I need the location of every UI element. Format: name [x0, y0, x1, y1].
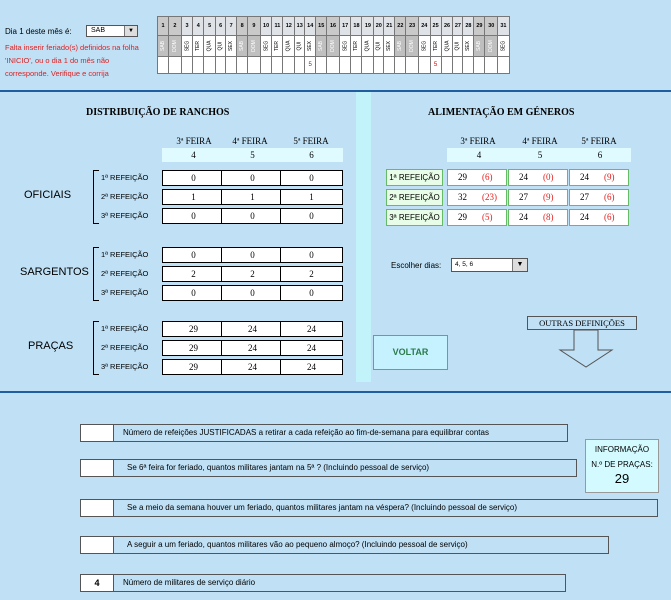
info-value: 29	[614, 471, 630, 486]
info-box	[585, 439, 659, 493]
calendar-weekday-label: SAB	[397, 40, 404, 52]
calendar-mark	[498, 57, 510, 74]
calendar-mark	[237, 57, 248, 74]
ration-cell-sargentos[interactable]: 2	[221, 266, 284, 282]
calendar-weekday	[453, 36, 463, 57]
group-bracket-oficiais	[93, 170, 99, 224]
calendar-weekday	[362, 36, 374, 57]
ration-cell-oficiais[interactable]: 0	[221, 170, 284, 186]
bottom-row	[80, 536, 609, 554]
calendar-mark	[441, 57, 453, 74]
ration-cell-pracas[interactable]: 24	[221, 359, 284, 375]
calendar-mark	[406, 57, 419, 74]
alim-adjust: (6)	[482, 172, 493, 182]
group-bracket-pracas	[93, 321, 99, 375]
ration-cell-oficiais[interactable]: 1	[280, 189, 343, 205]
calendar-weekday-label: TER	[274, 41, 281, 51]
calendar-day-number: 8	[237, 17, 248, 36]
calendar-weekday-label: TER	[432, 41, 439, 51]
calendar-day-number: 13	[295, 17, 305, 36]
calendar-day-number: 26	[441, 17, 453, 36]
calendar-mark	[216, 57, 226, 74]
meal-label: 3ª REFEIÇÃO	[101, 288, 149, 297]
calendar-weekday	[485, 36, 498, 57]
ration-cell-oficiais[interactable]: 0	[162, 208, 225, 224]
calendar-mark	[384, 57, 395, 74]
calendar-day-number: 14	[305, 17, 316, 36]
bottom-row-text: Se 6ª feira for feriado, quantos militares jantam na 5ª ? (Incluindo pessoal de serviço)	[127, 463, 430, 472]
meal-label: 3ª REFEIÇÃO	[101, 211, 149, 220]
calendar-weekday-label: SAB	[239, 40, 246, 52]
bottom-row	[80, 424, 568, 442]
calendar-weekday-label: QUI	[454, 41, 461, 51]
bottom-row-input[interactable]	[81, 460, 114, 476]
alim-header-value-3: 6	[569, 148, 631, 162]
calendar-weekday	[283, 36, 295, 57]
calendar-day-number: 3	[181, 17, 193, 36]
calendar-weekday-label: SEX	[465, 40, 472, 52]
alim-header-1: 3ª FEIRA	[460, 136, 496, 146]
ration-cell-pracas[interactable]: 29	[162, 359, 225, 375]
meal-label: 1ª REFEIÇÃO	[101, 324, 149, 333]
calendar-mark	[260, 57, 272, 74]
ration-cell-oficiais[interactable]: 1	[162, 189, 225, 205]
ration-cell-oficiais[interactable]: 0	[221, 208, 284, 224]
alim-cell	[447, 189, 507, 206]
dist-header-value-1: 4	[162, 148, 225, 162]
group-label-oficiais: OFICIAIS	[24, 189, 72, 201]
calendar-day-number: 10	[260, 17, 272, 36]
calendar-day-number: 25	[430, 17, 441, 36]
calendar-mark	[453, 57, 463, 74]
warning-line-2: 'INICIO', ou o dia 1 do mês não	[5, 56, 110, 65]
dropdown-arrow-icon[interactable]: ▼	[124, 26, 137, 36]
calendar-mark	[316, 57, 327, 74]
escolher-dias-label: Escolher dias:	[391, 261, 442, 270]
calendar-day-number: 11	[272, 17, 283, 36]
alim-adjust: (23)	[482, 192, 497, 202]
calendar-weekday-label: SAB	[318, 40, 325, 52]
calendar-day-number: 17	[339, 17, 351, 36]
dia1-label: Dia 1 deste mês é:	[5, 27, 72, 36]
calendar-weekday	[272, 36, 283, 57]
alim-cell	[447, 209, 507, 226]
bottom-row-input[interactable]	[81, 500, 114, 516]
calendar-day-number: 20	[374, 17, 384, 36]
alim-meal-label: 2ª REFEIÇÃO	[386, 189, 443, 206]
outras-definicoes-button[interactable]	[527, 316, 637, 330]
calendar-weekday	[237, 36, 248, 57]
group-label-pracas: PRAÇAS	[28, 340, 74, 352]
calendar-day-number: 22	[395, 17, 406, 36]
distribuicao-title: DISTRIBUIÇÃO DE RANCHOS	[86, 107, 230, 118]
voltar-button[interactable]	[373, 335, 448, 370]
calendar-day-number: 5	[204, 17, 216, 36]
calendar-day-number: 30	[485, 17, 498, 36]
alim-adjust: (6)	[604, 192, 615, 202]
alim-value: 27	[580, 192, 589, 202]
ration-cell-sargentos[interactable]: 2	[162, 266, 225, 282]
calendar-weekday	[305, 36, 316, 57]
calendar-day-number: 27	[453, 17, 463, 36]
calendar-weekday	[260, 36, 272, 57]
bottom-row-text: Se a meio da semana houver um feriado, quantos militares jantam na véspera? (Incluindo pessoal de serviço)	[127, 503, 517, 512]
group-label-sargentos: SARGENTOS	[20, 266, 89, 278]
calendar-weekday-label: SEX	[228, 40, 235, 52]
calendar-mark	[351, 57, 362, 74]
calendar-mark	[248, 57, 261, 74]
alim-adjust: (5)	[482, 212, 493, 222]
calendar-mark	[339, 57, 351, 74]
calendar-mark	[485, 57, 498, 74]
calendar-mark	[204, 57, 216, 74]
calendar-weekday-label: SEG	[342, 40, 349, 52]
calendar-weekday	[193, 36, 204, 57]
calendar-mark	[226, 57, 237, 74]
meal-label: 3ª REFEIÇÃO	[101, 362, 149, 371]
dist-header-value-3: 6	[280, 148, 343, 162]
ration-cell-pracas[interactable]: 29	[162, 321, 225, 337]
dist-header-3: 5ª FEIRA	[293, 136, 329, 146]
dist-header-1: 3ª FEIRA	[176, 136, 212, 146]
calendar-weekday	[339, 36, 351, 57]
calendar-mark	[272, 57, 283, 74]
calendar-day-number: 2	[169, 17, 182, 36]
calendar-mark	[474, 57, 485, 74]
calendar-weekday	[406, 36, 419, 57]
alim-value: 27	[519, 192, 528, 202]
ration-cell-pracas[interactable]: 24	[280, 359, 343, 375]
calendar-weekday-label: SEX	[386, 40, 393, 52]
calendar-day-number: 16	[327, 17, 340, 36]
calendar-weekday-label: SEG	[421, 40, 428, 52]
calendar-weekday	[441, 36, 453, 57]
alim-header-value-1: 4	[447, 148, 511, 162]
calendar-mark	[362, 57, 374, 74]
calendar-mark	[395, 57, 406, 74]
calendar-mark	[419, 57, 431, 74]
alim-header-3: 5ª FEIRA	[581, 136, 617, 146]
calendar-mark	[327, 57, 340, 74]
ration-cell-sargentos[interactable]: 0	[162, 247, 225, 263]
ration-cell-pracas[interactable]: 24	[221, 321, 284, 337]
ration-cell-pracas[interactable]: 24	[280, 340, 343, 356]
alim-adjust: (0)	[543, 172, 554, 182]
calendar-weekday-label: DOM	[488, 40, 495, 52]
calendar-mark	[181, 57, 193, 74]
ration-cell-sargentos[interactable]: 0	[280, 247, 343, 263]
calendar-weekday	[395, 36, 406, 57]
calendar-day-number: 21	[384, 17, 395, 36]
calendar-weekday	[216, 36, 226, 57]
dia1-select-value: SAB	[91, 27, 106, 34]
alim-adjust: (9)	[543, 192, 554, 202]
ration-cell-pracas[interactable]: 24	[280, 321, 343, 337]
calendar-weekday-label: TER	[195, 41, 202, 51]
calendar-weekday-label: SEG	[263, 40, 270, 52]
calendar-weekday	[384, 36, 395, 57]
alim-value: 24	[519, 212, 528, 222]
bottom-row	[80, 459, 577, 477]
calendar-weekday	[419, 36, 431, 57]
calendar-day-number: 1	[158, 17, 169, 36]
calendar-weekday-label: SEG	[500, 40, 507, 52]
group-bracket-sargentos	[93, 247, 99, 301]
bottom-row-input[interactable]: 4	[81, 575, 114, 591]
calendar-weekday	[430, 36, 441, 57]
alim-meal-label: 3ª REFEIÇÃO	[386, 209, 443, 226]
calendar-weekday	[463, 36, 474, 57]
bottom-row	[80, 574, 566, 592]
calendar-weekday-label: QUI	[217, 41, 224, 51]
calendar-weekday	[169, 36, 182, 57]
alim-cell	[447, 169, 507, 186]
alim-header-value-2: 5	[508, 148, 572, 162]
down-arrow-icon	[556, 330, 616, 368]
meal-label: 2ª REFEIÇÃO	[101, 269, 149, 278]
calendar-mark: 5	[305, 57, 316, 74]
calendar-mark	[463, 57, 474, 74]
calendar-weekday	[295, 36, 305, 57]
escolher-dias-select[interactable]	[451, 258, 528, 272]
ration-cell-sargentos[interactable]: 0	[162, 285, 225, 301]
calendar-mark	[158, 57, 169, 74]
ration-cell-pracas[interactable]: 29	[162, 340, 225, 356]
ration-cell-oficiais[interactable]: 0	[162, 170, 225, 186]
calendar-day-number: 4	[193, 17, 204, 36]
meal-label: 2ª REFEIÇÃO	[101, 343, 149, 352]
bottom-row-input[interactable]	[81, 537, 114, 553]
ration-cell-sargentos[interactable]: 0	[280, 285, 343, 301]
warning-line-3: corresponde. Verifique e corrija	[5, 69, 109, 78]
dist-header-value-2: 5	[221, 148, 284, 162]
alim-header-2: 4ª FEIRA	[522, 136, 558, 146]
calendar-weekday	[226, 36, 237, 57]
alim-cell	[569, 189, 629, 206]
ration-cell-pracas[interactable]: 24	[221, 340, 284, 356]
ration-cell-sargentos[interactable]: 0	[221, 247, 284, 263]
alim-adjust: (6)	[604, 212, 615, 222]
calendar-day-number: 31	[498, 17, 510, 36]
calendar-day-number: 29	[474, 17, 485, 36]
calendar-mark: 5	[430, 57, 441, 74]
ration-cell-oficiais[interactable]: 0	[280, 170, 343, 186]
ration-cell-oficiais[interactable]: 1	[221, 189, 284, 205]
info-title: INFORMAÇÃO	[594, 445, 650, 454]
calendar-day-number: 12	[283, 17, 295, 36]
calendar-weekday	[204, 36, 216, 57]
calendar-weekday	[316, 36, 327, 57]
calendar-day-number: 15	[316, 17, 327, 36]
calendar-day-number: 28	[463, 17, 474, 36]
ration-cell-sargentos[interactable]: 0	[221, 285, 284, 301]
calendar-weekday-label: QUA	[364, 40, 371, 52]
separator-top	[0, 90, 671, 92]
calendar-grid	[157, 16, 510, 74]
escolher-dias-value: 4, 5, 6	[455, 261, 474, 268]
bottom-row-text: Número de refeições JUSTIFICADAS a retirar a cada refeição ao fim-de-semana para equilibrar contas	[123, 428, 489, 437]
calendar-day-number: 7	[226, 17, 237, 36]
calendar-day-number: 23	[406, 17, 419, 36]
ration-cell-sargentos[interactable]: 2	[280, 266, 343, 282]
calendar-weekday-label: DOM	[330, 40, 337, 52]
calendar-day-number: 9	[248, 17, 261, 36]
alim-adjust: (8)	[543, 212, 554, 222]
voltar-label: VOLTAR	[392, 347, 429, 357]
alim-value: 24	[580, 172, 589, 182]
bottom-row-text: A seguir a um feriado, quantos militares vão ao pequeno almoço? (Incluindo pessoal de serviço)	[127, 540, 468, 549]
calendar-mark	[283, 57, 295, 74]
calendar-weekday-label: SEG	[183, 40, 190, 52]
calendar-day-number: 24	[419, 17, 431, 36]
calendar-weekday-label: DOM	[171, 40, 178, 52]
calendar-weekday	[158, 36, 169, 57]
alim-cell	[508, 169, 568, 186]
alim-cell	[569, 209, 629, 226]
calendar-weekday	[248, 36, 261, 57]
calendar-mark	[295, 57, 305, 74]
calendar-weekday-label: QUA	[444, 40, 450, 52]
alim-value: 32	[458, 192, 467, 202]
meal-label: 1ª REFEIÇÃO	[101, 250, 149, 259]
calendar-weekday	[351, 36, 362, 57]
dropdown-arrow-icon[interactable]: ▼	[512, 259, 527, 271]
calendar-weekday	[498, 36, 510, 57]
calendar-weekday-label: QUA	[285, 40, 292, 52]
calendar-weekday-label: QUI	[375, 41, 382, 51]
calendar-day-number: 6	[216, 17, 226, 36]
dia1-select[interactable]	[86, 25, 138, 37]
alim-cell	[508, 209, 568, 226]
calendar-weekday-label: SEX	[307, 40, 314, 52]
alim-value: 29	[458, 212, 467, 222]
calendar-weekday	[374, 36, 384, 57]
calendar-day-number: 18	[351, 17, 362, 36]
calendar-weekday	[474, 36, 485, 57]
outras-definicoes-label: OUTRAS DEFINIÇÕES	[539, 318, 625, 328]
alim-value: 24	[580, 212, 589, 222]
alim-cell	[569, 169, 629, 186]
calendar-weekday-label: QUI	[296, 41, 303, 51]
alimentacao-title: ALIMENTAÇÃO EM GÉNEROS	[428, 107, 575, 118]
calendar-weekday-label: DOM	[250, 40, 257, 52]
separator-bottom	[0, 391, 671, 393]
calendar-weekday-label: QUA	[206, 40, 213, 52]
bottom-row-input[interactable]	[81, 425, 114, 441]
alim-adjust: (9)	[604, 172, 615, 182]
alim-value: 24	[519, 172, 528, 182]
calendar-weekday-label: SAB	[160, 40, 167, 52]
meal-label: 1ª REFEIÇÃO	[101, 173, 149, 182]
calendar-weekday	[327, 36, 340, 57]
calendar-mark	[374, 57, 384, 74]
info-label: N.º DE PRAÇAS:	[591, 460, 653, 469]
calendar-mark	[169, 57, 182, 74]
bottom-row-text: Número de militares de serviço diário	[123, 578, 256, 587]
dist-header-2: 4ª FEIRA	[232, 136, 268, 146]
calendar-weekday-label: DOM	[409, 40, 416, 52]
center-divider	[356, 92, 371, 382]
calendar-day-number: 19	[362, 17, 374, 36]
bottom-row	[80, 499, 658, 517]
ration-cell-oficiais[interactable]: 0	[280, 208, 343, 224]
alim-value: 29	[458, 172, 467, 182]
calendar-weekday	[181, 36, 193, 57]
alim-cell	[508, 189, 568, 206]
calendar-weekday-label: SAB	[476, 40, 483, 52]
calendar-weekday-label: TER	[353, 41, 360, 51]
warning-line-1: Falta inserir feriado(s) definidos na folha	[5, 43, 139, 52]
alim-meal-label: 1ª REFEIÇÃO	[386, 169, 443, 186]
calendar-mark	[193, 57, 204, 74]
meal-label: 2ª REFEIÇÃO	[101, 192, 149, 201]
